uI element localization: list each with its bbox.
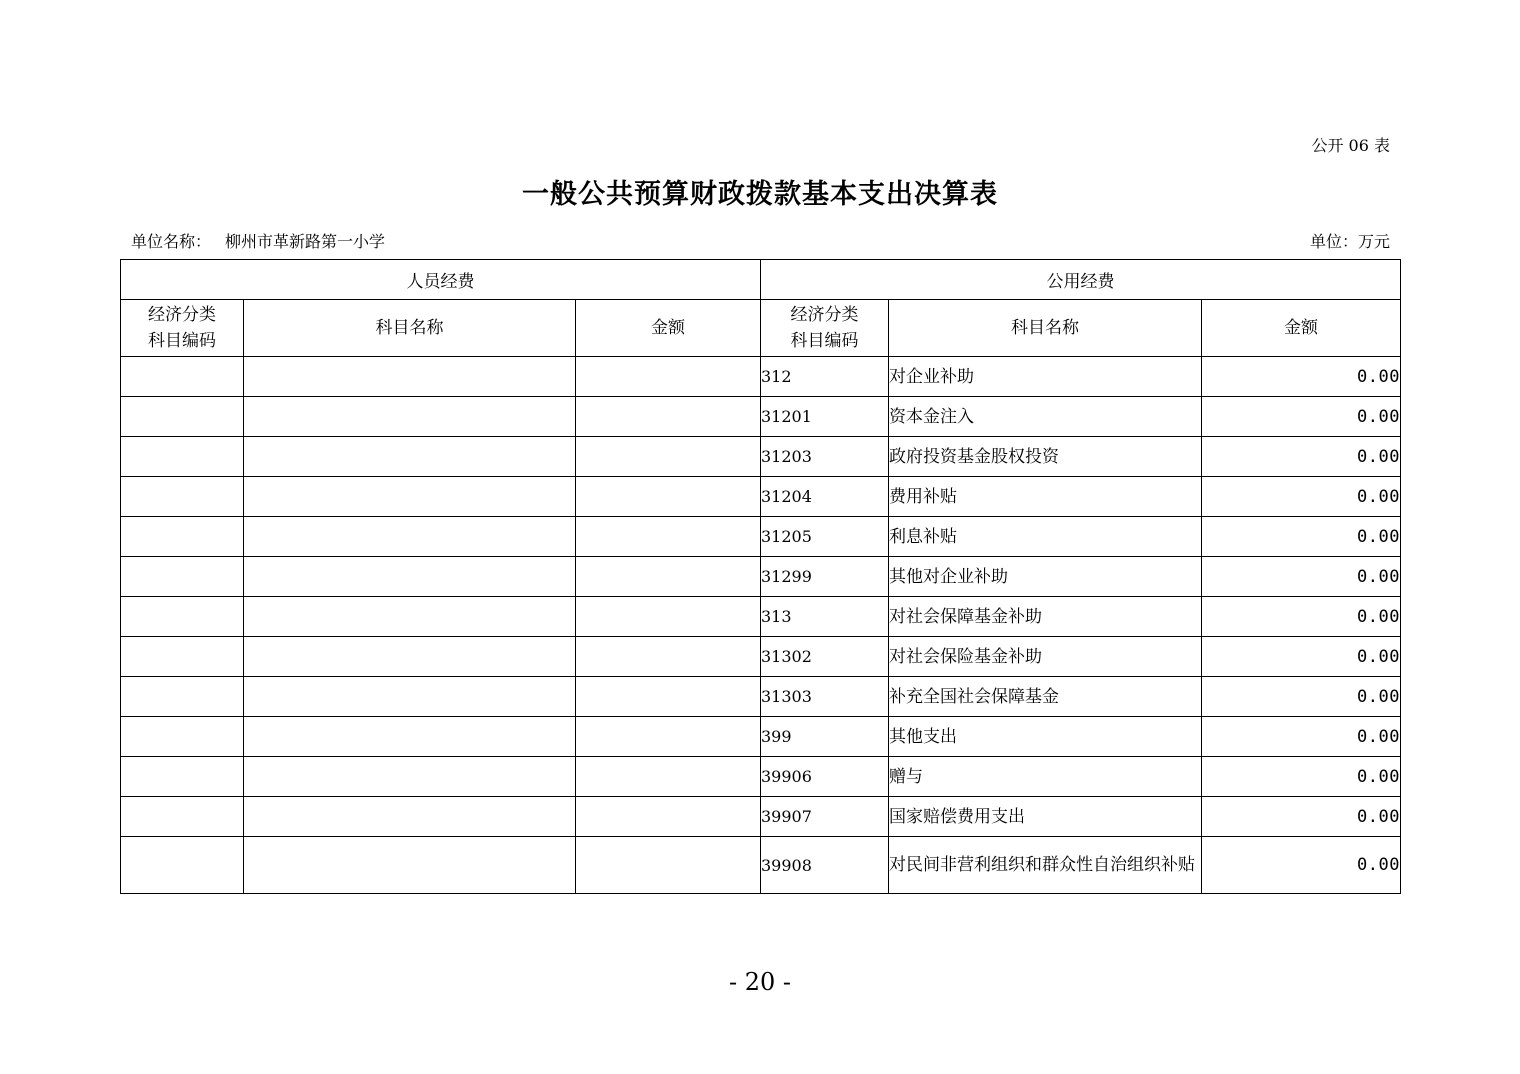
public-amount-cell: 0.00 <box>1202 757 1401 797</box>
public-code-cell: 312 <box>761 357 889 397</box>
personnel-amount-cell <box>576 517 761 557</box>
public-amount-cell: 0.00 <box>1202 517 1401 557</box>
public-name-cell: 资本金注入 <box>889 397 1202 437</box>
personnel-code-cell <box>121 797 244 837</box>
public-amount-cell: 0.00 <box>1202 677 1401 717</box>
public-amount-cell: 0.00 <box>1202 397 1401 437</box>
table-row <box>121 517 1401 557</box>
public-name-cell: 赠与 <box>889 757 1202 797</box>
personnel-code-header <box>121 300 244 357</box>
personnel-code-cell <box>121 837 244 894</box>
public-code-cell: 313 <box>761 597 889 637</box>
personnel-name-cell <box>244 557 576 597</box>
personnel-name-cell <box>244 397 576 437</box>
table-row <box>121 597 1401 637</box>
personnel-amount-cell <box>576 717 761 757</box>
personnel-amount-cell <box>576 397 761 437</box>
public-code-cell: 31203 <box>761 437 889 477</box>
table-row <box>121 357 1401 397</box>
public-amount-cell: 0.00 <box>1202 597 1401 637</box>
public-name-cell: 对民间非营利组织和群众性自治组织补贴 <box>889 837 1202 894</box>
public-header: 公用经费 <box>761 260 1401 300</box>
table-row <box>121 757 1401 797</box>
column-header-row <box>121 300 1401 357</box>
public-name-cell: 对社会保险基金补助 <box>889 637 1202 677</box>
personnel-name-cell <box>244 597 576 637</box>
personnel-header: 人员经费 <box>121 260 761 300</box>
public-amount-cell: 0.00 <box>1202 837 1401 894</box>
personnel-amount-cell <box>576 437 761 477</box>
personnel-name-cell <box>244 677 576 717</box>
personnel-amount-cell <box>576 677 761 717</box>
unit-name <box>131 229 385 252</box>
public-amount-cell: 0.00 <box>1202 477 1401 517</box>
public-code-cell: 39907 <box>761 797 889 837</box>
public-name-cell: 对企业补助 <box>889 357 1202 397</box>
public-code-cell: 399 <box>761 717 889 757</box>
public-name-cell: 补充全国社会保障基金 <box>889 677 1202 717</box>
table-row <box>121 717 1401 757</box>
public-name-cell: 其他对企业补助 <box>889 557 1202 597</box>
group-header-row <box>121 260 1401 300</box>
code-header-line2: 科目编码 <box>790 331 859 351</box>
personnel-name-cell <box>244 837 576 894</box>
code-header-line2: 科目编码 <box>148 331 216 351</box>
public-code-cell: 31302 <box>761 637 889 677</box>
table-row <box>121 477 1401 517</box>
personnel-code-cell <box>121 597 244 637</box>
code-header-line1: 经济分类 <box>790 305 859 325</box>
budget-table <box>120 259 1401 894</box>
public-amount-header: 金额 <box>1202 300 1401 357</box>
personnel-code-cell <box>121 557 244 597</box>
form-number: 公开 06 表 <box>1311 136 1390 155</box>
personnel-code-cell <box>121 637 244 677</box>
personnel-name-cell <box>244 637 576 677</box>
personnel-code-cell <box>121 517 244 557</box>
money-unit: 单位：万元 <box>1309 232 1390 251</box>
personnel-code-cell <box>121 717 244 757</box>
table-row <box>121 797 1401 837</box>
personnel-amount-cell <box>576 557 761 597</box>
public-name-cell: 其他支出 <box>889 717 1202 757</box>
public-code-cell: 31201 <box>761 397 889 437</box>
personnel-code-cell <box>121 477 244 517</box>
public-name-cell: 对社会保障基金补助 <box>889 597 1202 637</box>
personnel-name-cell <box>244 717 576 757</box>
public-name-cell: 费用补贴 <box>889 477 1202 517</box>
public-amount-cell: 0.00 <box>1202 637 1401 677</box>
personnel-name-header: 科目名称 <box>244 300 576 357</box>
table-row <box>121 557 1401 597</box>
personnel-code-cell <box>121 677 244 717</box>
personnel-name-cell <box>244 357 576 397</box>
personnel-name-cell <box>244 757 576 797</box>
public-name-cell: 政府投资基金股权投资 <box>889 437 1202 477</box>
public-amount-cell: 0.00 <box>1202 717 1401 757</box>
personnel-name-cell <box>244 797 576 837</box>
personnel-amount-cell <box>576 357 761 397</box>
public-code-cell: 39908 <box>761 837 889 894</box>
public-code-cell: 31303 <box>761 677 889 717</box>
personnel-amount-cell <box>576 837 761 894</box>
table-body <box>121 357 1401 894</box>
public-code-cell: 39906 <box>761 757 889 797</box>
personnel-code-cell <box>121 437 244 477</box>
personnel-amount-cell <box>576 597 761 637</box>
personnel-amount-cell <box>576 477 761 517</box>
code-header-line1: 经济分类 <box>148 305 216 325</box>
personnel-name-cell <box>244 477 576 517</box>
public-amount-cell: 0.00 <box>1202 797 1401 837</box>
public-code-cell: 31299 <box>761 557 889 597</box>
public-name-header: 科目名称 <box>889 300 1202 357</box>
unit-name-label: 单位名称： <box>131 232 212 251</box>
personnel-code-cell <box>121 757 244 797</box>
table-row <box>121 677 1401 717</box>
personnel-name-cell <box>244 437 576 477</box>
personnel-amount-cell <box>576 757 761 797</box>
page-title: 一般公共预算财政拨款基本支出决算表 <box>522 179 998 210</box>
public-amount-cell: 0.00 <box>1202 357 1401 397</box>
public-amount-cell: 0.00 <box>1202 437 1401 477</box>
personnel-code-cell <box>121 397 244 437</box>
personnel-code-cell <box>121 357 244 397</box>
personnel-amount-cell <box>576 797 761 837</box>
table-row <box>121 397 1401 437</box>
page-number: - 20 - <box>728 968 791 996</box>
public-amount-cell: 0.00 <box>1202 557 1401 597</box>
public-code-cell: 31204 <box>761 477 889 517</box>
public-name-cell: 利息补贴 <box>889 517 1202 557</box>
public-name-cell: 国家赔偿费用支出 <box>889 797 1202 837</box>
table-row <box>121 837 1401 894</box>
personnel-amount-cell <box>576 637 761 677</box>
personnel-name-cell <box>244 517 576 557</box>
unit-name-value: 柳州市革新路第一小学 <box>225 232 386 251</box>
public-code-header <box>761 300 889 357</box>
public-code-cell: 31205 <box>761 517 889 557</box>
table-row <box>121 437 1401 477</box>
table-row <box>121 637 1401 677</box>
personnel-amount-header: 金额 <box>576 300 761 357</box>
